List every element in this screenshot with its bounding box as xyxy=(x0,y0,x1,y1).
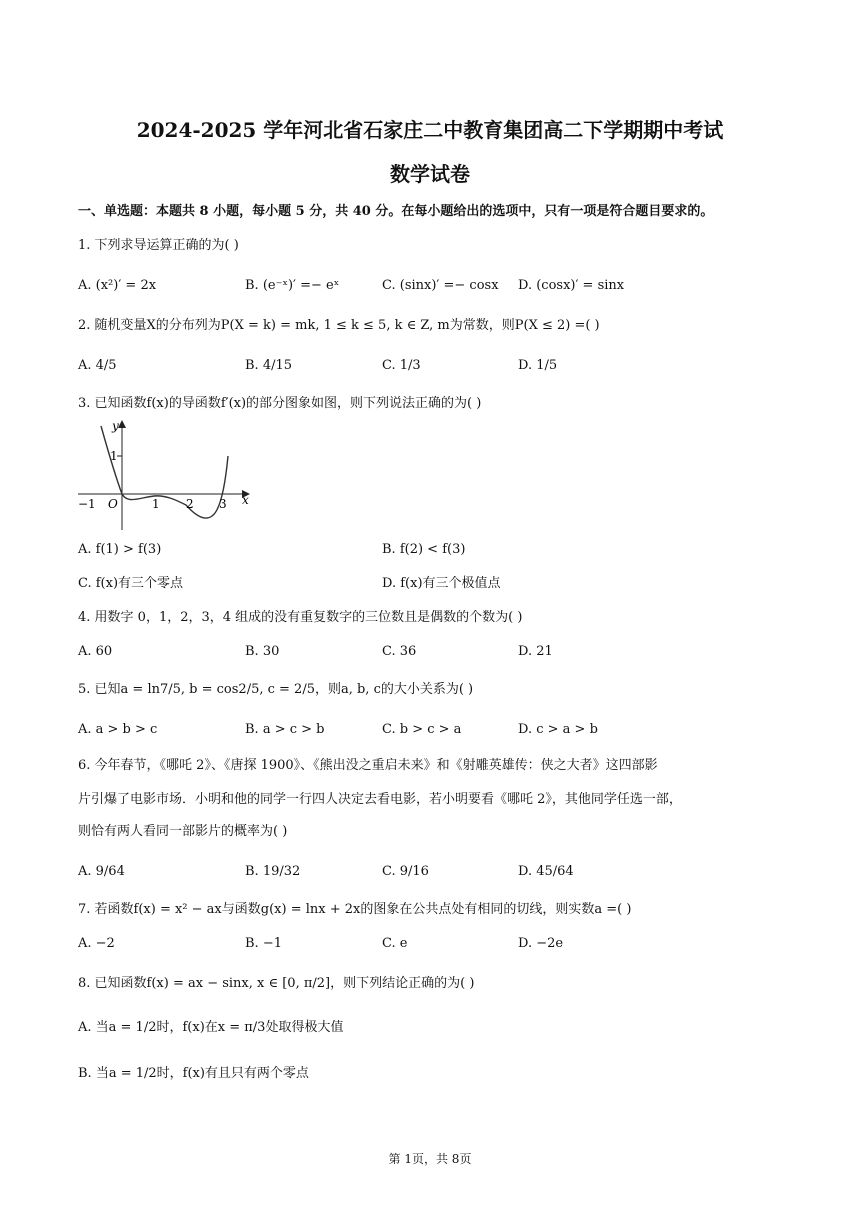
q2-option-a: A. 4/5 xyxy=(78,358,117,373)
q2-option-c: C. 1/3 xyxy=(382,358,421,373)
q1-option-b: B. (e⁻ˣ)′ =− eˣ xyxy=(245,278,340,293)
q7-option-b: B. −1 xyxy=(245,936,282,951)
question-4-stem: 4. 用数字 0，1，2，3，4 组成的没有重复数字的三位数且是偶数的个数为( ) xyxy=(78,610,523,625)
page-footer: 第 1页，共 8页 xyxy=(388,1152,472,1166)
tick-label-3: 3 xyxy=(219,497,227,511)
y-axis-label: y xyxy=(112,419,119,433)
q5-option-c: C. b > c > a xyxy=(382,722,462,737)
question-6-line-3: 则恰有两人看同一部影片的概率为( ) xyxy=(78,824,288,839)
question-6-line-1: 6. 今年春节，《哪吒 2》、《唐探 1900》、《熊出没之重启未来》和《射雕英雄传：侠之大者》这四部影 xyxy=(78,758,658,773)
question-5-stem: 5. 已知a = ln7/5, b = cos2/5, c = 2/5，则a, b, c的大小关系为( ) xyxy=(78,682,474,697)
exam-subtitle: 数学试卷 xyxy=(390,162,470,186)
q4-option-c: C. 36 xyxy=(382,644,417,659)
question-3-stem: 3. 已知函数f(x)的导函数f′(x)的部分图象如图，则下列说法正确的为( ) xyxy=(78,396,482,411)
q3-option-a: A. f(1) > f(3) xyxy=(78,542,162,557)
derivative-curve xyxy=(101,426,228,518)
q1-option-d: D. (cosx)′ = sinx xyxy=(518,278,625,293)
question-8-stem: 8. 已知函数f(x) = ax − sinx, x ∈ [0, π/2]，则下列结论正确的为( ) xyxy=(78,976,475,991)
q8-option-b: B. 当a = 1/2时，f(x)有且只有两个零点 xyxy=(78,1066,309,1081)
tick-label-2: 2 xyxy=(186,497,194,511)
q2-option-d: D. 1/5 xyxy=(518,358,558,373)
question-6-line-2: 片引爆了电影市场．小明和他的同学一行四人决定去看电影，若小明要看《哪吒 2》，其他同学任选一部， xyxy=(78,792,682,807)
q5-option-a: A. a > b > c xyxy=(78,722,158,737)
question-1-stem: 1. 下列求导运算正确的为( ) xyxy=(78,238,239,253)
q1-option-c: C. (sinx)′ =− cosx xyxy=(382,278,499,293)
q3-option-d: D. f(x)有三个极值点 xyxy=(382,576,501,591)
q4-option-a: A. 60 xyxy=(78,644,113,659)
x-axis-label: x xyxy=(242,493,249,507)
q6-option-a: A. 9/64 xyxy=(78,864,125,879)
exam-title: 2024-2025 学年河北省石家庄二中教育集团高二下学期期中考试 xyxy=(136,118,724,142)
q6-option-b: B. 19/32 xyxy=(245,864,301,879)
q8-option-a: A. 当a = 1/2时，f(x)在x = π/3处取得极大值 xyxy=(78,1020,344,1035)
q7-option-d: D. −2e xyxy=(518,936,564,951)
q4-option-d: D. 21 xyxy=(518,644,553,659)
q5-option-b: B. a > c > b xyxy=(245,722,325,737)
q6-option-d: D. 45/64 xyxy=(518,864,574,879)
section-heading: 一、单选题：本题共 8 小题，每小题 5 分，共 40 分。在每小题给出的选项中，只有一项是符合题目要求的。 xyxy=(78,204,714,219)
q2-option-b: B. 4/15 xyxy=(245,358,293,373)
q7-option-a: A. −2 xyxy=(78,936,115,951)
question-7-stem: 7. 若函数f(x) = x² − ax与函数g(x) = lnx + 2x的图象在公共点处有相同的切线，则实数a =( ) xyxy=(78,902,632,917)
q7-option-c: C. e xyxy=(382,936,408,951)
q1-option-a: A. (x²)′ = 2x xyxy=(78,278,157,293)
q3-option-b: B. f(2) < f(3) xyxy=(382,542,466,557)
derivative-graph-figure xyxy=(76,418,256,536)
tick-label-neg1: −1 xyxy=(78,497,96,511)
q5-option-d: D. c > a > b xyxy=(518,722,598,737)
origin-label: O xyxy=(108,497,118,511)
question-2-stem: 2. 随机变量X的分布列为P(X = k) = mk, 1 ≤ k ≤ 5, k ∈ Z, m为常数，则P(X ≤ 2) =( ) xyxy=(78,318,600,333)
q4-option-b: B. 30 xyxy=(245,644,280,659)
y-tick-label-1: 1 xyxy=(110,449,118,463)
tick-label-1: 1 xyxy=(152,497,160,511)
q3-option-c: C. f(x)有三个零点 xyxy=(78,576,184,591)
q6-option-c: C. 9/16 xyxy=(382,864,429,879)
